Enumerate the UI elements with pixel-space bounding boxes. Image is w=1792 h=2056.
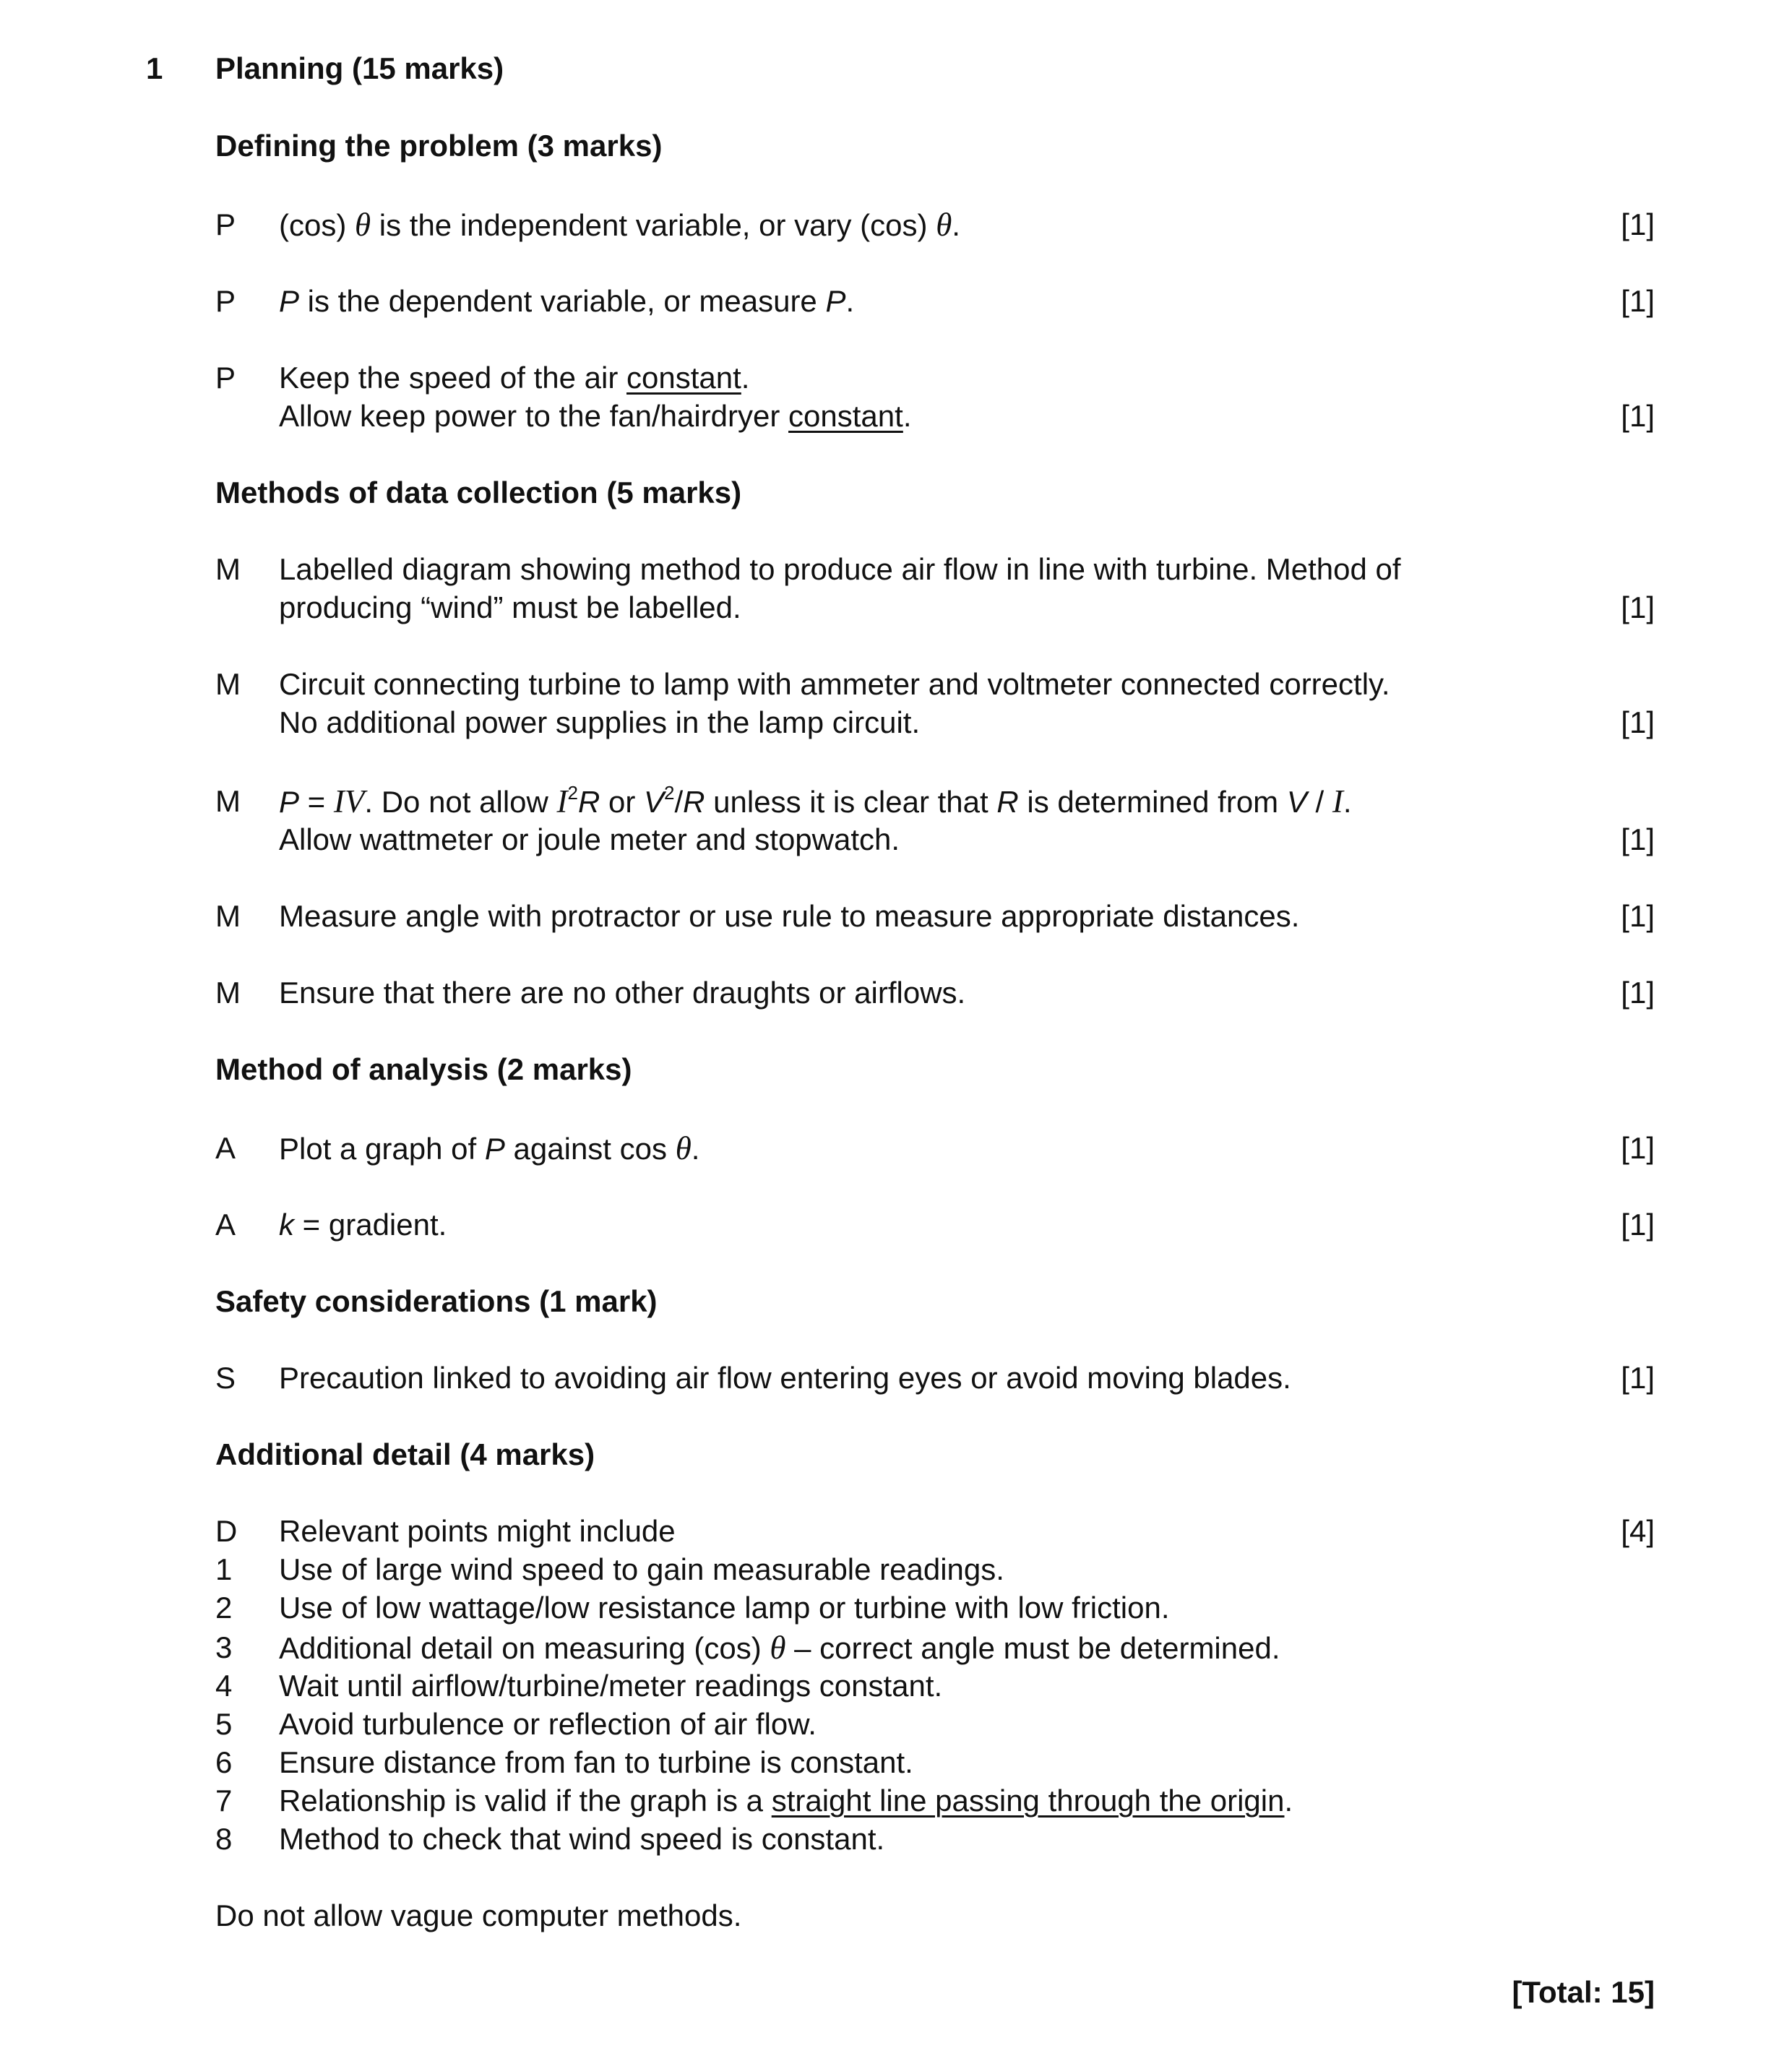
detail-text-3: Additional detail on measuring (cos) θ – correct angle must be determined.	[279, 1630, 1280, 1666]
mark-a1: [1]	[1621, 1131, 1655, 1165]
text-p3-line1: Keep the speed of the air constant.	[279, 361, 750, 395]
mark-m3: [1]	[1621, 822, 1655, 856]
code-s1: S	[215, 1361, 236, 1395]
detail-num-3: 3	[215, 1630, 233, 1664]
text-p2: P is the dependent variable, or measure P.	[279, 284, 855, 318]
mark-a2: [1]	[1621, 1208, 1655, 1242]
code-p3: P	[215, 361, 236, 395]
code-p1: P	[215, 207, 236, 241]
mark-m5: [1]	[1621, 976, 1655, 1010]
heading-analysis: Method of analysis (2 marks)	[215, 1052, 632, 1086]
detail-text-6: Ensure distance from fan to turbine is constant.	[279, 1745, 913, 1779]
mark-m2: [1]	[1621, 705, 1655, 739]
detail-num-5: 5	[215, 1707, 233, 1741]
mark-p3: [1]	[1621, 399, 1655, 433]
text-m3-line1: P = IV. Do not allow $I^2R$ or $V^2/R$ unless it is clear that R is determined from V / I.	[279, 782, 1352, 820]
mark-d: [4]	[1621, 1514, 1655, 1548]
question-title: Planning (15 marks)	[215, 51, 504, 85]
detail-text-5: Avoid turbulence or reflection of air flow.	[279, 1707, 817, 1741]
text-p1: (cos) θ is the independent variable, or vary (cos) θ.	[279, 207, 960, 243]
detail-num-1: 1	[215, 1552, 233, 1586]
code-p2: P	[215, 284, 236, 318]
detail-num-7: 7	[215, 1784, 233, 1818]
code-d: D	[215, 1514, 238, 1548]
text-m1-line1: Labelled diagram showing method to produce air flow in line with turbine. Method of	[279, 552, 1401, 586]
text-d: Relevant points might include	[279, 1514, 676, 1548]
detail-text-7: Relationship is valid if the graph is a straight line passing through the origin.	[279, 1784, 1293, 1818]
text-m2-line2: No additional power supplies in the lamp circuit.	[279, 705, 921, 739]
code-m2: M	[215, 667, 241, 701]
detail-text-2: Use of low wattage/low resistance lamp or turbine with low friction.	[279, 1591, 1170, 1625]
code-a2: A	[215, 1208, 236, 1242]
text-m3-line2: Allow wattmeter or joule meter and stopwatch.	[279, 822, 900, 856]
text-p3-line2: Allow keep power to the fan/hairdryer constant.	[279, 399, 912, 433]
heading-methods: Methods of data collection (5 marks)	[215, 476, 742, 509]
text-s1: Precaution linked to avoiding air flow entering eyes or avoid moving blades.	[279, 1361, 1291, 1395]
heading-detail: Additional detail (4 marks)	[215, 1437, 595, 1471]
detail-num-6: 6	[215, 1745, 233, 1779]
mark-p2: [1]	[1621, 284, 1655, 318]
code-m5: M	[215, 976, 241, 1010]
text-m4: Measure angle with protractor or use rule to measure appropriate distances.	[279, 899, 1300, 933]
heading-safety: Safety considerations (1 mark)	[215, 1284, 658, 1318]
detail-text-1: Use of large wind speed to gain measurable readings.	[279, 1552, 1004, 1586]
code-m3: M	[215, 784, 241, 818]
text-a2: k = gradient.	[279, 1208, 447, 1242]
mark-m4: [1]	[1621, 899, 1655, 933]
text-m5: Ensure that there are no other draughts or airflows.	[279, 976, 966, 1010]
detail-text-4: Wait until airflow/turbine/meter readings constant.	[279, 1669, 943, 1703]
mark-m1: [1]	[1621, 590, 1655, 624]
footnote: Do not allow vague computer methods.	[215, 1898, 742, 1932]
mark-s1: [1]	[1621, 1361, 1655, 1395]
detail-text-8: Method to check that wind speed is constant.	[279, 1822, 885, 1856]
text-a1: Plot a graph of P against cos θ.	[279, 1130, 700, 1166]
code-m1: M	[215, 552, 241, 586]
total-marks: [Total: 15]	[1512, 1975, 1655, 2009]
detail-num-4: 4	[215, 1669, 233, 1703]
mark-p1: [1]	[1621, 207, 1655, 241]
code-m4: M	[215, 899, 241, 933]
heading-defining-problem: Defining the problem (3 marks)	[215, 129, 663, 163]
detail-num-8: 8	[215, 1822, 233, 1856]
text-m2-line1: Circuit connecting turbine to lamp with ammeter and voltmeter connected correctly.	[279, 667, 1390, 701]
text-m1-line2: producing “wind” must be labelled.	[279, 590, 741, 624]
detail-num-2: 2	[215, 1591, 233, 1625]
question-number: 1	[146, 51, 163, 85]
code-a1: A	[215, 1131, 236, 1165]
